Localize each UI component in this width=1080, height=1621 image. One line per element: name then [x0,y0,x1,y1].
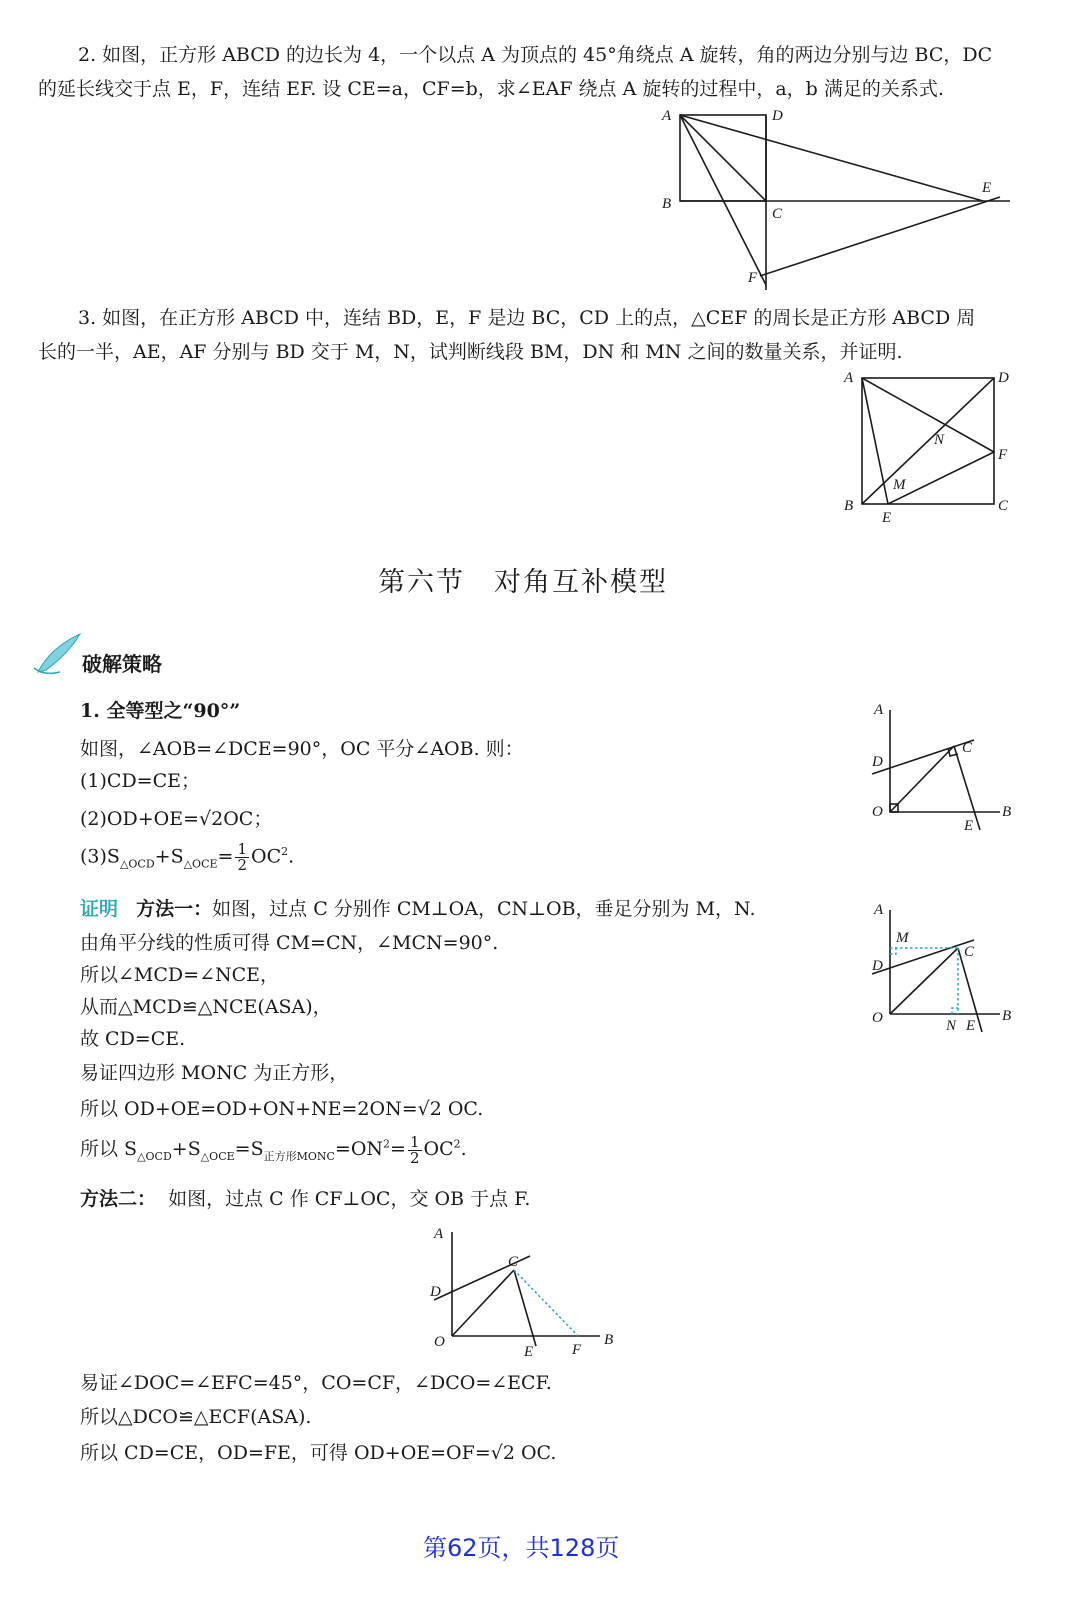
m1-right-angle-n [952,1008,958,1014]
method1-figure [862,896,1022,1041]
proof-m1-l2: 由角平分线的性质可得 CM=CN，∠MCN=90°. [80,932,499,954]
fig1-label-a: A [874,702,884,718]
l8-f: OC [423,1138,454,1160]
proof-m1-l7: 所以 OD+OE=OD+ON+NE=2ON=√2 OC. [80,1098,484,1120]
l8-den: 2 [409,1148,420,1167]
l8-num: 1 [409,1132,420,1151]
m2-line-oc [452,1270,514,1336]
label-n3: N [934,432,945,448]
method2-figure [420,1222,630,1362]
item1-figure [862,696,1022,841]
proof-m1-l8 [80,1134,467,1166]
m1-label-c: C [964,944,975,960]
label-d3: D [998,370,1009,386]
c3-oc: OC [251,845,282,868]
c3-s1: (3)S [80,845,120,868]
c3-sup: 2 [281,845,289,859]
l8-sub3: 正方形MONC [263,1149,335,1163]
m1-label-d: D [872,958,883,974]
fig1-label-c: C [962,740,973,756]
label-f3: F [998,447,1008,463]
label-c: C [772,206,783,222]
label-f: F [748,270,758,286]
line-ae [680,115,983,201]
item1-heading: 1. 全等型之“90°” [80,700,241,722]
proof-m1-l5: 故 CD=CE. [80,1028,186,1050]
c3-eq: = [217,845,234,868]
l8-fraction [408,1132,422,1167]
label-a: A [662,108,672,124]
label-a3: A [844,370,854,386]
feather-icon [30,628,90,680]
proof-m1-l6: 易证四边形 MONC 为正方形， [80,1062,349,1084]
fig1-label-o: O [872,804,883,820]
label-b: B [662,196,672,212]
m1-label-n: N [946,1018,957,1034]
c3-num: 1 [237,840,247,858]
m1-l1-text: 如图，过点 C 分别作 CM⊥OA，CN⊥OB，垂足分别为 M，N. [212,898,756,920]
strategy-heading: 破解策略 [82,652,162,676]
c3-sub1: △OCD [119,857,155,871]
c3-fraction [235,842,249,873]
c3-end: . [288,845,295,868]
proof-m2-l2: 易证∠DOC=∠EFC=45°，CO=CF，∠DCO=∠ECF. [80,1372,552,1394]
m2-l1-text: 如图，过点 C 作 CF⊥OC，交 OB 于点 F. [168,1188,531,1210]
m1-label-m: M [896,930,909,946]
line-af [680,115,766,285]
line-oc [890,746,954,812]
c3-sub2: △OCE [183,857,218,871]
proof-m2-l4: 所以 CD=CE，OD=FE，可得 OD+OE=OF=√2 OC. [80,1442,557,1464]
proof-m1-l3: 所以∠MCD=∠NCE， [80,964,280,986]
l8-sup1: 2 [383,1137,391,1151]
line-dc [872,740,974,774]
l8-d: =ON [334,1138,384,1160]
label-e3: E [882,510,892,526]
method1-label: 方法一： [136,898,213,920]
l8-b: +S [171,1138,201,1160]
m2-label-a: A [434,1226,444,1242]
label-b3: B [844,498,854,514]
m1-label-a: A [874,902,884,918]
problem3-figure [838,362,1028,532]
item1-c3 [80,842,294,873]
m2-label-f: F [572,1342,582,1358]
fig1-label-e: E [964,818,974,834]
item1-c2 [80,804,272,831]
fig1-label-d: D [872,754,883,770]
label-d: D [772,108,783,124]
l8-c: =S [234,1138,264,1160]
m1-label-o: O [872,1010,883,1026]
proof-m1-l4: 从而△MCD≌△NCE(ASA)， [80,996,332,1018]
c3-s2: +S [154,845,184,868]
label-m3: M [893,477,906,493]
m2-label-c: C [508,1254,519,1270]
m2-label-b: B [604,1332,614,1348]
problem3-line2: 长的一半，AE，AF 分别与 BD 交于 M，N，试判断线段 BM，DN 和 MN 之间的数量关系，并证明. [38,341,903,363]
m1-line-oc [890,948,958,1014]
c2-sqrt: √2 [199,808,224,830]
l8-g: . [460,1138,467,1160]
c2-text-c: OC； [223,808,273,830]
m2-label-o: O [434,1334,445,1350]
section-title: 第六节 对角互补模型 [378,567,668,598]
l8-e: = [390,1138,406,1160]
problem2-line1: 2. 如图，正方形 ABCD 的边长为 4，一个以点 A 为顶点的 45°角绕点 A 旋转，角的两边分别与边 BC，DC [78,44,993,66]
label-c3: C [998,498,1009,514]
problem2-figure [650,100,1030,300]
m1-right-angle-m [890,948,896,954]
proof-m2-l1 [80,1184,530,1211]
m2-label-d: D [430,1284,441,1300]
m1-label-b: B [1002,1008,1012,1024]
item1-intro: 如图，∠AOB=∠DCE=90°，OC 平分∠AOB. 则： [80,738,524,760]
l8-a: 所以 S [80,1138,138,1160]
l8-sub1: △OCD [137,1149,172,1163]
item1-c1: (1)CD=CE； [80,770,201,792]
c3-den: 2 [237,856,247,874]
page-number-footer: 第62页，共128页 [423,1534,620,1562]
proof-m1-l1 [80,894,756,921]
problem2-line2: 的延长线交于点 E，F，连结 EF. 设 CE=a，CF=b，求∠EAF 绕点 A 旋转的过程中，a，b 满足的关系式. [38,78,944,100]
m2-label-e: E [524,1344,534,1360]
l8-sub2: △OCE [200,1149,235,1163]
proof-label: 证明 [80,898,119,920]
label-e: E [982,180,992,196]
line-ae-3 [862,378,888,504]
fig1-label-b: B [1002,804,1012,820]
m1-label-e: E [966,1018,976,1034]
c2-text-a: (2)OD+OE= [80,808,200,830]
line-ef [760,197,1000,276]
proof-m2-l3: 所以△DCO≌△ECF(ASA). [80,1406,312,1428]
problem3-line1: 3. 如图，在正方形 ABCD 中，连结 BD，E，F 是边 BC，CD 上的点，△CEF 的周长是正方形 ABCD 周 [78,307,976,329]
method2-label: 方法二： [80,1188,157,1210]
l8-sup2: 2 [453,1137,461,1151]
